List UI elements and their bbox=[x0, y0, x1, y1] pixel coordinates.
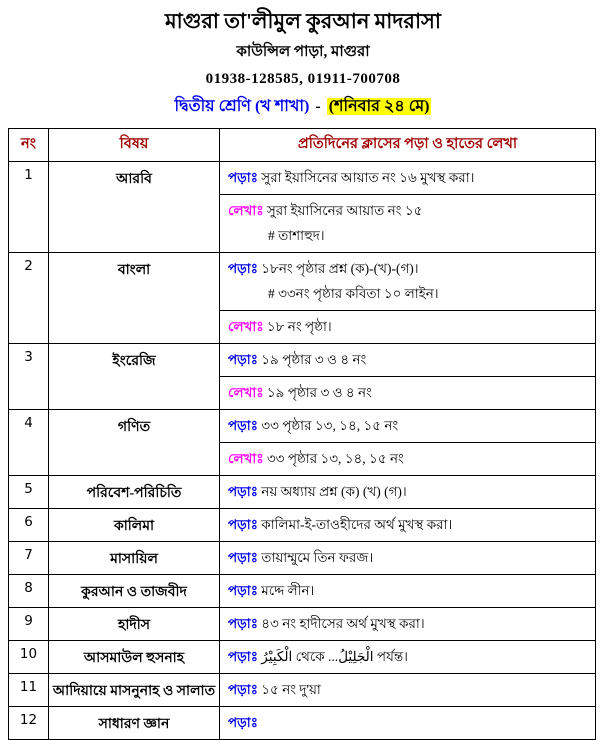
subject-name: হাদীস bbox=[49, 608, 220, 641]
pora-label: পড়াঃ bbox=[228, 261, 262, 277]
row-number: 1 bbox=[9, 162, 49, 253]
row-number: 8 bbox=[9, 575, 49, 608]
row-number: 12 bbox=[9, 707, 49, 740]
pora-text: মদ্দে লীন। bbox=[261, 583, 315, 599]
row-number: 3 bbox=[9, 344, 49, 410]
date-highlight: (শনিবার ২৪ মে) bbox=[328, 98, 430, 116]
lesson-content-cell bbox=[220, 707, 596, 740]
class-date-line bbox=[0, 93, 606, 120]
row-number: 5 bbox=[9, 476, 49, 509]
pora-section bbox=[220, 641, 595, 673]
pora-label: পড়াঃ bbox=[228, 616, 262, 632]
lekha-label: লেখাঃ bbox=[228, 385, 267, 401]
subject-name: ইংরেজি bbox=[49, 344, 220, 410]
pora-text: ১৮নং পৃষ্ঠার প্রশ্ন (ক)-(খ)-(গ)। bbox=[261, 261, 419, 277]
subject-name: আদিয়ায়ে মাসনুনাহ ও সালাত bbox=[49, 674, 220, 707]
pora-text: ৩৩ পৃষ্ঠার ১৩, ১৪, ১৫ নং bbox=[261, 418, 399, 434]
pora-text: তায়াম্মুমে তিন ফরজ। bbox=[261, 550, 374, 566]
pora-label: পড়াঃ bbox=[228, 715, 258, 731]
table-row bbox=[9, 608, 596, 641]
pora-label: পড়াঃ bbox=[228, 484, 262, 500]
pora-label: পড়াঃ bbox=[228, 550, 262, 566]
table-row bbox=[9, 542, 596, 575]
table-row bbox=[9, 476, 596, 509]
subject-name: বাংলা bbox=[49, 253, 220, 344]
table-row bbox=[9, 162, 596, 253]
lesson-content-cell bbox=[220, 410, 596, 476]
lekha-label: লেখাঃ bbox=[228, 451, 267, 467]
lesson-content-cell bbox=[220, 509, 596, 542]
lesson-content-cell bbox=[220, 162, 596, 253]
subject-name: আরবি bbox=[49, 162, 220, 253]
pora-section bbox=[220, 509, 595, 541]
pora-section bbox=[220, 707, 595, 739]
pora-text: ১৫ নং দু'য়া bbox=[261, 682, 321, 698]
column-header-no: নং bbox=[9, 129, 49, 162]
pora-label: পড়াঃ bbox=[228, 352, 262, 368]
pora-text: ১৯ পৃষ্ঠার ৩ ও ৪ নং bbox=[261, 352, 367, 368]
lesson-content-cell bbox=[220, 641, 596, 674]
table-row bbox=[9, 707, 596, 740]
pora-label: পড়াঃ bbox=[228, 583, 262, 599]
class-date-separator: - bbox=[315, 98, 321, 116]
lesson-content-cell bbox=[220, 253, 596, 344]
row-number: 2 bbox=[9, 253, 49, 344]
lekha-section bbox=[220, 310, 595, 343]
lekha-label: লেখাঃ bbox=[228, 319, 267, 335]
school-name: মাগুরা তা'লীমুল কুরআন মাদরাসা bbox=[164, 9, 442, 33]
lesson-content-cell bbox=[220, 575, 596, 608]
table-row bbox=[9, 253, 596, 344]
table-row bbox=[9, 641, 596, 674]
table-header-row bbox=[9, 129, 596, 162]
pora-text: নয় অধ্যায় প্রশ্ন (ক) (খ) (গ)। bbox=[261, 484, 407, 500]
table-body bbox=[9, 162, 596, 740]
pora-section bbox=[220, 575, 595, 607]
lesson-content-cell bbox=[220, 542, 596, 575]
pora-label: পড়াঃ bbox=[228, 170, 262, 186]
lesson-content-cell bbox=[220, 674, 596, 707]
pora-label: পড়াঃ bbox=[228, 418, 262, 434]
lekha-section bbox=[220, 376, 595, 409]
subject-name: আসমাউল হুসনাহ bbox=[49, 641, 220, 674]
row-number: 4 bbox=[9, 410, 49, 476]
pora-text: সুরা ইয়াসিনের আয়াত নং ১৬ মুখস্থ করা। bbox=[261, 170, 475, 186]
school-address: কাউন্সিল পাড়া, মাগুরা bbox=[236, 44, 370, 61]
row-number: 6 bbox=[9, 509, 49, 542]
column-header-lessons: প্রতিদিনের ক্লাসের পড়া ও হাতের লেখা bbox=[220, 129, 596, 162]
row-number: 9 bbox=[9, 608, 49, 641]
table-row bbox=[9, 410, 596, 476]
pora-label: পড়াঃ bbox=[228, 682, 262, 698]
row-number: 10 bbox=[9, 641, 49, 674]
subject-name: গণিত bbox=[49, 410, 220, 476]
pora-text: কালিমা-ই-তাওহীদের অর্থ মুখস্থ করা। bbox=[261, 517, 453, 533]
lesson-content-cell bbox=[220, 476, 596, 509]
homework-table bbox=[8, 128, 596, 740]
row-number: 7 bbox=[9, 542, 49, 575]
class-section-label: দ্বিতীয় শ্রেণি (খ শাখা) bbox=[174, 98, 310, 116]
column-header-subject: বিষয় bbox=[49, 129, 220, 162]
lekha-label: লেখাঃ bbox=[228, 203, 267, 219]
pora-section bbox=[220, 253, 595, 310]
lesson-content-cell bbox=[220, 344, 596, 410]
lesson-content-cell bbox=[220, 608, 596, 641]
pora-text: ৪৩ নং হাদীসের অর্থ মুখস্থ করা। bbox=[261, 616, 425, 632]
pora-section bbox=[220, 608, 595, 640]
lekha-text: ৩৩ পৃষ্ঠার ১৩, ১৪, ১৫ নং bbox=[266, 451, 404, 467]
pora-section bbox=[220, 542, 595, 574]
subject-name: কালিমা bbox=[49, 509, 220, 542]
lekha-text-continued: # তাশাহুদ। bbox=[268, 228, 325, 244]
subject-name: মাসায়িল bbox=[49, 542, 220, 575]
pora-section bbox=[220, 162, 595, 194]
pora-section bbox=[220, 344, 595, 376]
pora-label: পড়াঃ bbox=[228, 649, 262, 665]
row-number: 11 bbox=[9, 674, 49, 707]
table-row bbox=[9, 575, 596, 608]
sheet-header bbox=[0, 8, 606, 120]
lekha-section bbox=[220, 194, 595, 252]
pora-section bbox=[220, 410, 595, 442]
lekha-text: সুরা ইয়াসিনের আয়াত নং ১৫ bbox=[266, 203, 423, 219]
pora-text: الْكَبِيْرُ থেকে ...الْجَلِيْلُ পর্যন্ত। bbox=[261, 649, 408, 665]
table-row bbox=[9, 509, 596, 542]
lekha-section bbox=[220, 442, 595, 475]
pora-section bbox=[220, 674, 595, 706]
pora-text-continued: # ৩৩নং পৃষ্ঠার কবিতা ১০ লাইন। bbox=[268, 286, 439, 302]
pora-section bbox=[220, 476, 595, 508]
lekha-text: ১৮ নং পৃষ্ঠা। bbox=[266, 319, 332, 335]
table-row bbox=[9, 344, 596, 410]
pora-label: পড়াঃ bbox=[228, 517, 262, 533]
subject-name: সাধারণ জ্ঞান bbox=[49, 707, 220, 740]
subject-name: পরিবেশ-পরিচিতি bbox=[49, 476, 220, 509]
table-row bbox=[9, 674, 596, 707]
lekha-text: ১৯ পৃষ্ঠার ৩ ও ৪ নং bbox=[266, 385, 372, 401]
phone-numbers: 01938-128585, 01911-700708 bbox=[205, 71, 401, 88]
subject-name: কুরআন ও তাজবীদ bbox=[49, 575, 220, 608]
